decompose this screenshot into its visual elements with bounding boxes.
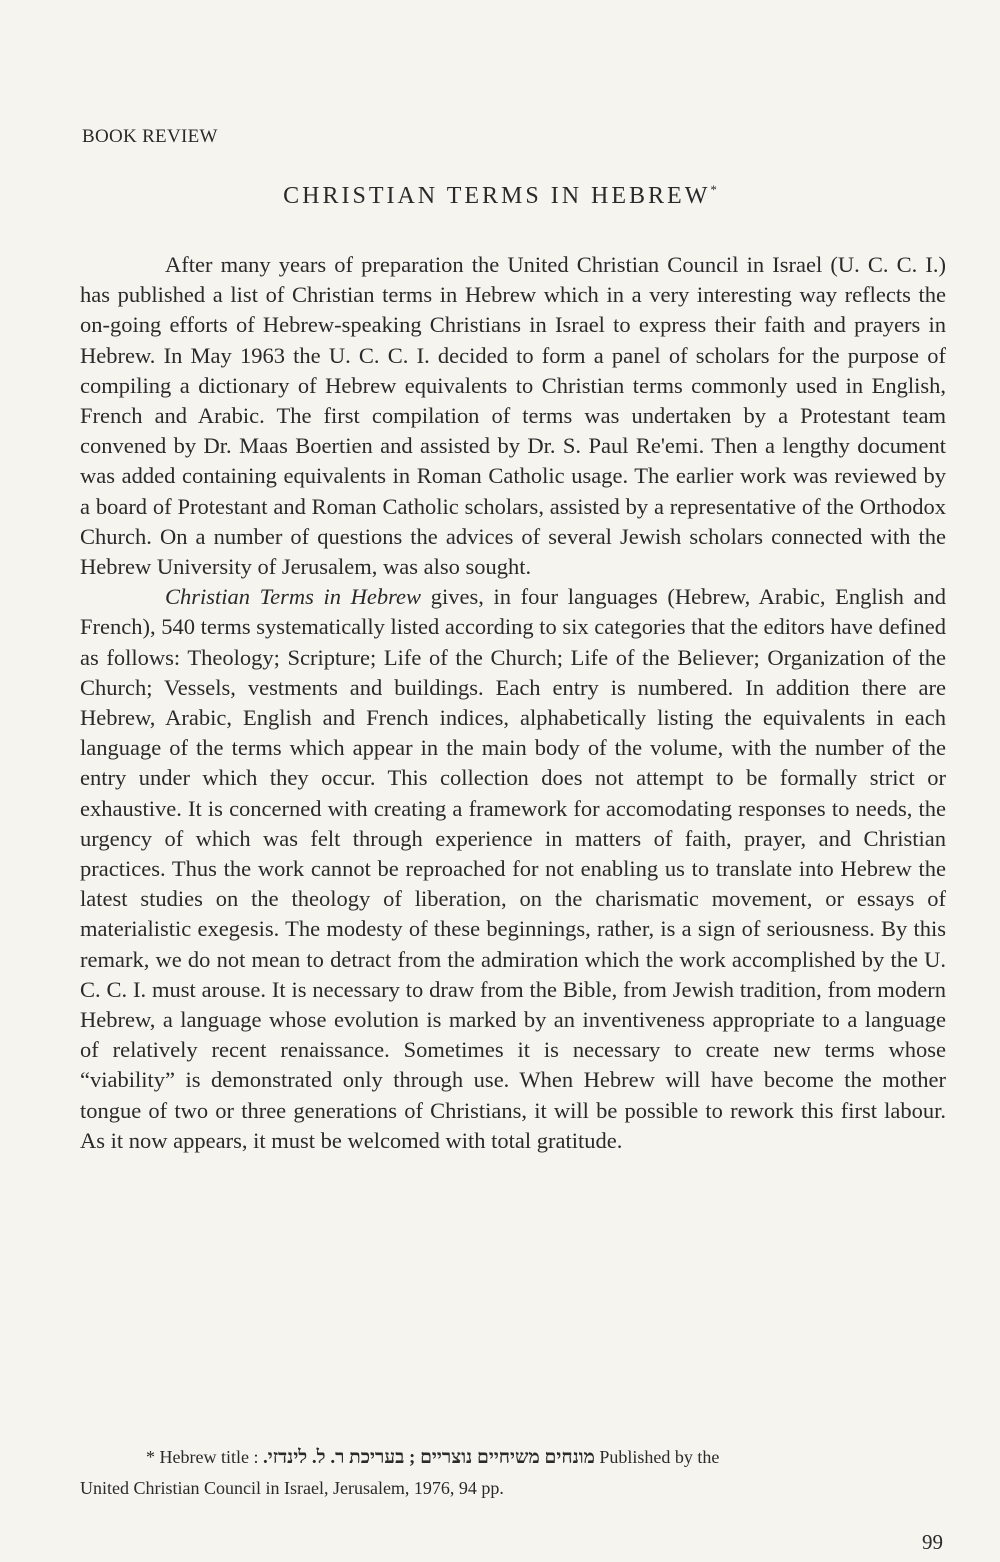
article-title — [0, 182, 1000, 210]
footnote-marker-bottom: * — [146, 1447, 155, 1467]
body-paragraph-1: After many years of preparation the United Christian Council in Israel (U. C. C. I.) has published a list of Christian terms in Hebrew which in a very interesting way reflects the on-going efforts of Hebrew-speaking Christians in Israel to express their faith and prayers in Hebrew. In May 1963 the U. C. C. I. decided to form a panel of scholars for the purpose of compiling a dictionary of Hebrew equivalents to Christian terms commonly used in English, French and Arabic. The first compilation of terms was undertaken by a Protestant team convened by Dr. Maas Boertien and assisted by Dr. S. Paul Re'emi. Then a lengthy document was added containing equivalents in Roman Catholic usage. The earlier work was reviewed by a board of Protestant and Roman Catholic scholars, assisted by a representative of the Orthodox Church. On a number of questions the advices of several Jewish scholars connected with the Hebrew University of Jerusalem, was also sought. — [80, 252, 946, 580]
footnote-first-line — [80, 1442, 946, 1473]
page-number: 99 — [922, 1530, 943, 1554]
body-paragraph-2 — [80, 582, 946, 1156]
section-label: BOOK REVIEW — [82, 126, 218, 147]
footnote-published-2: United Christian Council in Israel, Jerusalem, 1976, 94 pp. — [80, 1478, 504, 1498]
article-body — [80, 250, 946, 1156]
footnote-published-1: Published by the — [599, 1447, 720, 1467]
footnote-label: Hebrew title : — [159, 1447, 259, 1467]
footnote — [80, 1442, 946, 1503]
body-paragraph-2-text: gives, in four languages (Hebrew, Arabic, English and French), 540 terms systematically listed according to six categories that the editors have defined as follows: Theology; Scripture; Life of the Church; Life of the Believer; Organization of the Church; Vessels, vestments and buildings. Each entry is numbered. In addition there are Hebrew, Arabic, English and French indices, alphabetically listing the equivalents in each language of the terms which appear in the main body of the volume, with the number of the entry under which they occur. This collection does not attempt to be formally strict or exhaustive. It is concerned with creating a framework for accomodating responses to needs, the urgency of which was felt through experience in matters of faith, prayer, and Christian practices. Thus the work cannot be reproached for not enabling us to translate into Hebrew the latest studies on the theology of liberation, on the charismatic movement, or essays of materialistic exegesis. The modesty of these beginnings, rather, is a sign of seriousness. By this remark, we do not mean to detract from the admiration which the work accomplished by the U. C. C. I. must arouse. It is necessary to draw from the Bible, from Jewish tradition, from modern Hebrew, a language whose evolution is marked by an inventiveness appropriate to a language of relatively recent renaissance. Sometimes it is necessary to create new terms whose “viability” is demonstrated only through use. When Hebrew will have become the mother tongue of two or three generations of Christians, it will be possible to rework this first labour. As it now appears, it must be welcomed with total gratitude. — [80, 584, 947, 1153]
footnote-marker: * — [710, 182, 717, 197]
article-title-text: CHRISTIAN TERMS IN HEBREW — [283, 183, 711, 209]
hebrew-title: מונחים משיחיים נוצריים ; בעריכת ר. ל. לינדזי. — [262, 1447, 595, 1468]
book-title-italic: Christian Terms in Hebrew — [165, 584, 422, 610]
